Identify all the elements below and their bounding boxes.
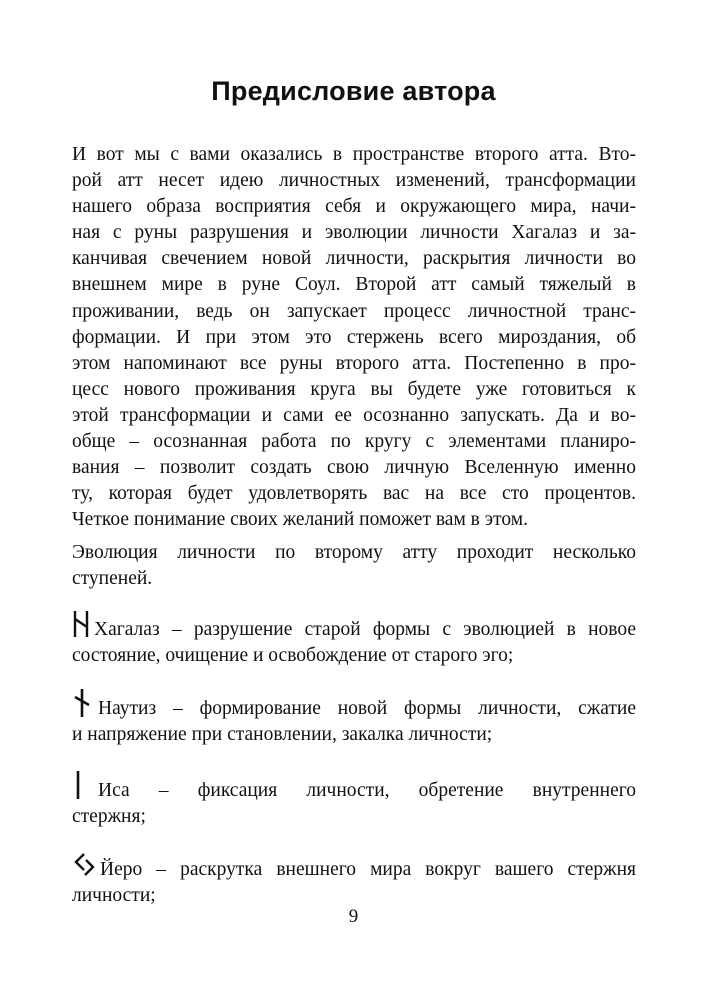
rune-line <box>72 770 636 804</box>
hagalaz-rune-icon <box>72 610 90 638</box>
rune-text <box>72 610 636 669</box>
rune-line <box>72 688 636 722</box>
intro-line: нашего образа восприятия себя и окружающего мира, начи- <box>72 196 636 218</box>
intro-line: этой трансформации и сами ее осознанно запускать. Да и во- <box>72 404 636 426</box>
rune-text <box>72 852 636 909</box>
rune-line: и напряжение при становлении, закалка личности; <box>72 724 493 746</box>
intro-line: ная с руны разрушения и эволюции личности Хагалаз и за- <box>72 222 636 244</box>
intro-line: этом напоминают все руны второго атта. Постепенно в про- <box>72 352 636 374</box>
nauthiz-rune-icon <box>72 688 92 718</box>
jera-rune-icon <box>72 852 96 878</box>
intro-line: вания – позволит создать свою личную Вселенную именно <box>72 457 636 479</box>
rune-line: состояние, очищение и освобождение от старого эго; <box>72 645 514 667</box>
intro-paragraph <box>72 142 636 533</box>
rune-line <box>72 610 636 643</box>
rune-line-text: Йеро – раскрутка внешнего мира вокруг вашего стержня <box>100 859 636 880</box>
intro-line: канчивая свечением новой личности, раскрытия личности во <box>72 248 636 270</box>
evolution-line: ступеней. <box>72 568 153 590</box>
intro-line: рой атт несет идею личностных изменений, трансформации <box>72 170 636 192</box>
page-number: 9 <box>348 906 359 927</box>
evolution-paragraph <box>72 540 636 592</box>
page-title: Предисловие автора <box>211 76 496 106</box>
rune-line: личности; <box>72 885 156 907</box>
intro-line: проживании, ведь он запускает процесс личностной транс- <box>72 300 636 322</box>
intro-line: обще – осознанная работа по кругу с элементами планиро- <box>72 431 636 453</box>
intro-line: формации. И при этом это стержень всего мироздания, об <box>72 326 636 348</box>
intro-line: И вот мы с вами оказались в пространстве второго атта. Вто- <box>72 144 636 165</box>
rune-item-nauthiz <box>72 688 636 748</box>
rune-item-jera <box>72 852 636 909</box>
intro-line: цесс нового проживания круга вы будете уже готовиться к <box>72 378 636 400</box>
rune-line-text: Хагалаз – разрушение старой формы с эволюцией в новое <box>94 619 636 640</box>
rune-text <box>72 770 636 830</box>
rune-item-isa <box>72 770 636 830</box>
evolution-line: Эволюция личности по второму атту проходит несколько <box>72 542 636 563</box>
intro-line: внешнем мире в руне Соул. Второй атт самый тяжелый в <box>72 274 636 296</box>
intro-line: Четкое понимание своих желаний поможет вам в этом. <box>72 509 528 531</box>
rune-line <box>72 852 636 883</box>
rune-line-text: Иса – фиксация личности, обретение внутреннего <box>98 780 636 801</box>
rune-item-hagalaz <box>72 610 636 669</box>
rune-line-text: Наутиз – формирование новой формы личности, сжатие <box>98 698 636 719</box>
isa-rune-icon <box>72 770 86 800</box>
rune-text <box>72 688 636 748</box>
rune-line: стержня; <box>72 806 146 828</box>
intro-line: ту, которая будет удовлетворять вас на все сто процентов. <box>72 483 636 505</box>
